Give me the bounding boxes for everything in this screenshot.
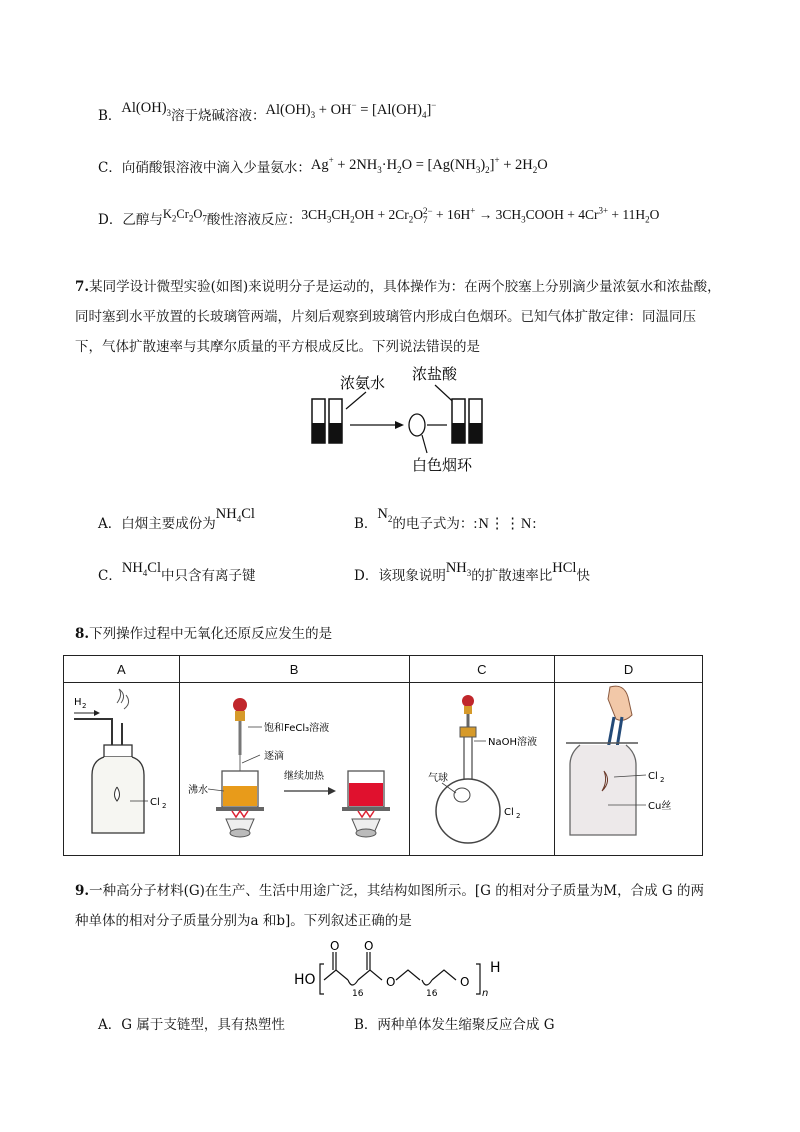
question-number: 9.: [75, 883, 90, 899]
svg-text:2: 2: [515, 812, 521, 820]
figure-c: [409, 683, 555, 856]
q6-b-equation: $Al(OH)_3 + OH^- = [Al(OH)_4]^-$: [265, 100, 437, 120]
svg-text:O: O: [364, 939, 374, 953]
q6-option-d: D．乙醇与$K_2Cr_2O_7$酸性溶液反应：$3CH_3CH_2OH + 2Cr_2O$ 2− 7 + $16H^+ \to 3CH_3COOH + 4Cr^{3+} + 11H_2O$: [98, 205, 660, 228]
svg-text:Cl: Cl: [150, 797, 161, 808]
svg-text:n: n: [482, 988, 489, 999]
q9-polymer-structure: [292, 938, 522, 1000]
q7-option-a: A．白烟主要成份为$NH_4Cl$: [98, 506, 255, 532]
svg-text:2: 2: [659, 776, 665, 784]
svg-text:2: 2: [82, 702, 87, 710]
q9-stem: 9.一种高分子材料(G)在生产、生活中用途广泛，其结构如图所示。[G 的相对分子质量为M，合成 G 的两 种单体的相对分子质量分别为a 和b]。下列叙述正确的是: [75, 883, 704, 929]
question-number: 8.: [75, 626, 90, 642]
label-hcl: 浓盐酸: [412, 365, 458, 383]
hcl-stopper: [452, 399, 482, 443]
option-letter: C．: [98, 160, 122, 176]
label-ring: 白色烟环: [412, 456, 473, 474]
figure-b: [179, 683, 409, 856]
svg-text:O: O: [330, 939, 340, 953]
option-letter: D．: [98, 212, 123, 228]
svg-text:16: 16: [352, 989, 364, 999]
svg-text:饱和FeCl₃溶液: 饱和FeCl₃溶液: [264, 723, 330, 734]
q8-stem: 8.下列操作过程中无氧化还原反应发生的是: [75, 626, 333, 642]
header-a: A: [64, 656, 180, 683]
smoke-ring: [409, 414, 425, 436]
q7-option-b: B．$N_2$的电子式为：:N⋮⋮N:: [354, 506, 538, 532]
svg-text:NaOH溶液: NaOH溶液: [487, 737, 537, 748]
svg-text:Cl: Cl: [647, 771, 658, 782]
svg-text:H: H: [490, 960, 501, 976]
svg-text:16: 16: [426, 989, 438, 999]
q9-option-a: A．G 属于支链型，具有热塑性: [98, 1017, 285, 1033]
svg-text:逐滴: 逐滴: [264, 751, 285, 762]
q7-diffusion-figure: [300, 365, 510, 475]
svg-text:Cl: Cl: [503, 807, 514, 818]
svg-text:2: 2: [162, 802, 167, 810]
q7-option-d: D．该现象说明$NH_3$的扩散速率比HCl快: [354, 560, 590, 584]
label-ammonia: 浓氨水: [340, 374, 386, 392]
q7-stem: 7.某同学设计微型实验(如图)来说明分子是运动的，具体操作为：在两个胶塞上分别滴少量浓氨水和浓盐酸， 同时塞到水平放置的长玻璃管两端，片刻后观察到玻璃管内形成白色烟环。已知气体扩散定律：同温同压 下，气体扩散速率与其摩尔质量的平方根成反比。下列说法错误的是: [75, 279, 721, 355]
q8-options-table: [63, 655, 703, 856]
q6-option-b: B．$Al(OH)_3$溶于烧碱溶液：$Al(OH)_3 + OH^- = [Al(OH)_4]^-$: [98, 100, 437, 124]
q6-c-equation: $Ag^+ + 2NH_3\cdot H_2O = [Ag(NH_3)_2]^+ + 2H_2O$: [310, 155, 548, 175]
svg-text:气球: 气球: [427, 773, 448, 784]
q9-option-b: B．两种单体发生缩聚反应合成 G: [354, 1017, 555, 1033]
svg-text:继续加热: 继续加热: [284, 771, 325, 782]
q6-d-equation: $3CH_3CH_2OH + 2Cr_2O$ 2− 7 + $16H^+ \to 3CH_3COOH + 4Cr^{3+} + 11H_2O$: [301, 205, 660, 225]
svg-text:沸水: 沸水: [188, 785, 209, 796]
option-letter: B．: [98, 108, 122, 124]
q6-option-c: C．向硝酸银溶液中滴入少量氨水：$Ag^+ + 2NH_3\cdot H_2O = [Ag(NH_3)_2]^+ + 2H_2O$: [98, 155, 548, 176]
header-d: D: [555, 656, 703, 683]
svg-text:Cu丝: Cu丝: [647, 801, 671, 812]
question-number: 7.: [75, 279, 90, 295]
ammonia-stopper: [312, 399, 342, 443]
svg-text:H: H: [74, 697, 82, 708]
svg-text:O: O: [386, 975, 396, 989]
svg-text:HO: HO: [294, 972, 316, 988]
header-b: B: [179, 656, 409, 683]
q7-option-c: C．$NH_4Cl$中只含有离子键: [98, 560, 256, 584]
figure-d: [555, 683, 703, 856]
figure-a: [64, 683, 180, 856]
header-c: C: [409, 656, 555, 683]
svg-text:O: O: [460, 975, 470, 989]
